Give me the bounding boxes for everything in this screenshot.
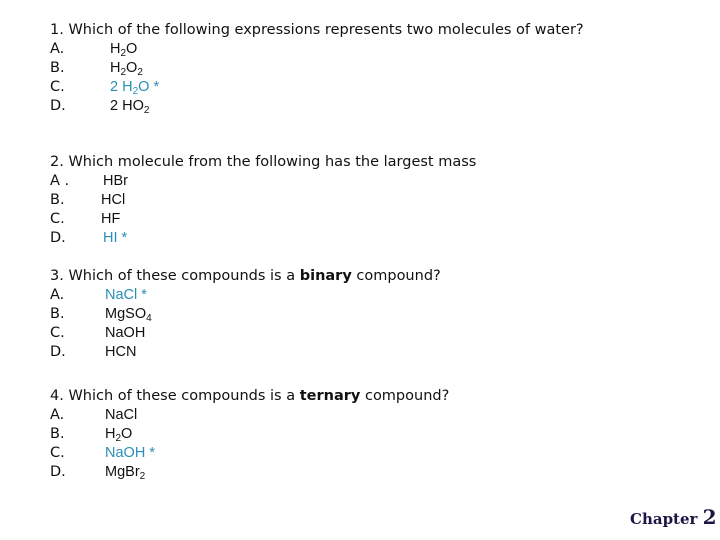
option-text: $H_2O$: [105, 426, 133, 444]
option-text-correct: HI *: [103, 230, 128, 246]
option-letter: D.: [50, 98, 66, 114]
question-1-text: 1. Which of the following expressions represents two molecules of water?: [50, 22, 584, 38]
option-letter: C.: [50, 325, 65, 341]
option-letter: B.: [50, 426, 65, 442]
keyword-binary: binary: [299, 268, 352, 284]
option-text-correct: 2 $H_2O$ *: [110, 79, 160, 97]
option-letter: D.: [50, 230, 66, 246]
option-text-correct: NaOH *: [105, 445, 155, 461]
chapter-label: [630, 505, 717, 529]
chapter-word: Chapter: [630, 510, 698, 528]
option-letter: C.: [50, 445, 65, 461]
option-text: NaCl: [105, 407, 138, 423]
option-letter: D.: [50, 464, 66, 480]
option-letter: A.: [50, 287, 65, 303]
chapter-number: 2: [702, 505, 717, 529]
keyword-ternary: ternary: [299, 388, 361, 404]
option-text: MgSO$_4$: [105, 306, 152, 324]
option-text-correct: NaCl *: [105, 287, 147, 303]
option-letter: A .: [50, 173, 70, 189]
option-letter: A.: [50, 407, 65, 423]
option-text: HBr: [103, 173, 128, 189]
option-text: NaOH: [105, 325, 146, 341]
option-letter: B.: [50, 60, 65, 76]
option-letter: B.: [50, 306, 65, 322]
option-text: HCl: [101, 192, 126, 208]
option-text: $H_2O$: [110, 41, 138, 59]
option-letter: C.: [50, 211, 65, 227]
option-letter: A.: [50, 41, 65, 57]
question-3-text: 3. Which of these compounds is a binary compound?: [50, 268, 441, 284]
option-letter: B.: [50, 192, 65, 208]
question-4-text: 4. Which of these compounds is a ternary compound?: [50, 388, 450, 404]
option-text: HF: [101, 211, 121, 227]
option-text: 2 $HO_2$: [110, 98, 150, 116]
question-2-text: 2. Which molecule from the following has the largest mass: [50, 154, 477, 170]
option-text: HCN: [105, 344, 137, 360]
option-text: $H_2O_2$: [110, 60, 143, 78]
option-letter: D.: [50, 344, 66, 360]
option-letter: C.: [50, 79, 65, 95]
option-text: MgBr$_2$: [105, 464, 146, 482]
